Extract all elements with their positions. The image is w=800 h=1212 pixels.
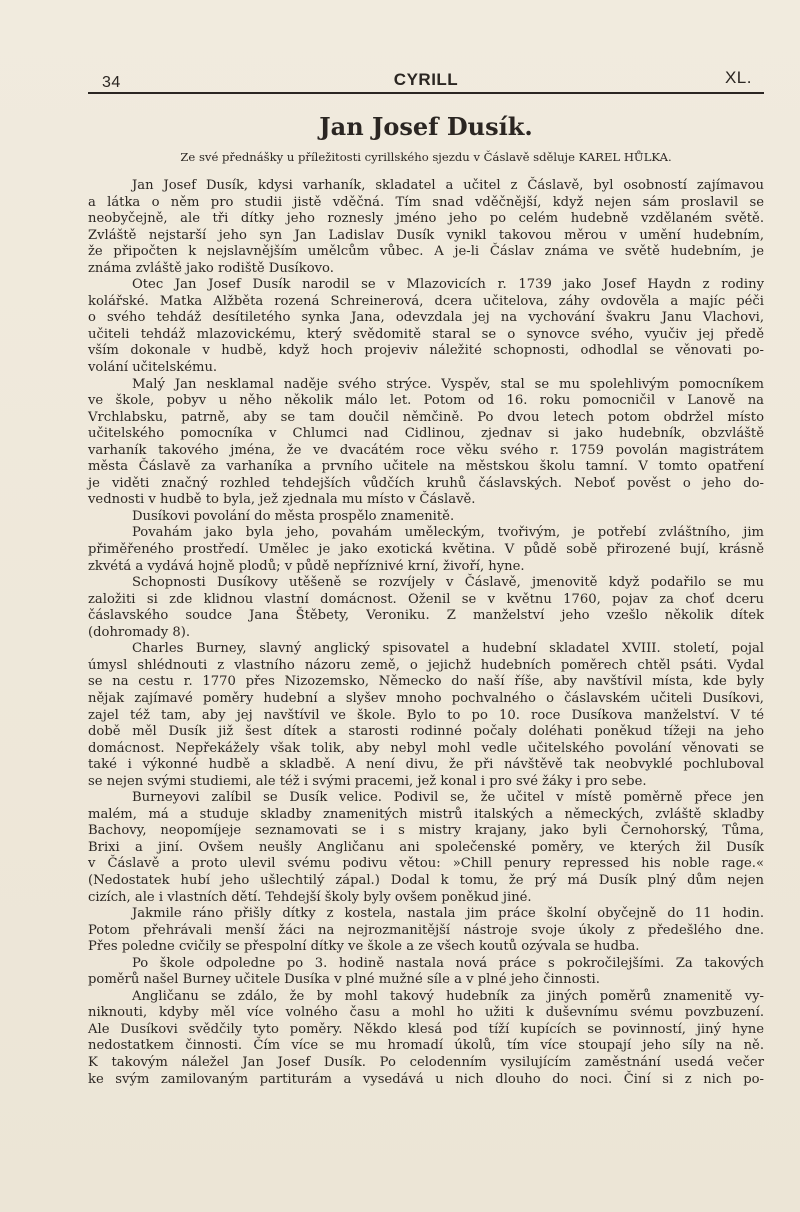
text-line: Přes poledne cvičily se přespolní dítky ve škole a ze všech koutů ozývala se hudba. — [88, 939, 640, 955]
text-line: založiti si zde klidnou vlastní domácnost. Oženil se v květnu 1760, pojav za choť dceru — [88, 591, 764, 607]
text-line: že připočten k nejslavnějším umělcům vůbec. A je-li Čáslav známa ve světě hudebním, je — [88, 244, 764, 260]
text-line: Brixi a jiní. Ovšem neušly Angličanu ani společenské poměry, ve kterých žil Dusík — [88, 839, 764, 855]
text-line: Zvláště nejstarší jeho syn Jan Ladislav Dusík vynikl takovou měrou v umění hudebním, — [88, 227, 764, 243]
text-line: době měl Dusík již šest dítek a starosti rodinné počaly doléhati poněkud tížeji na jeho — [88, 724, 764, 740]
volume-number: XL. — [724, 68, 752, 87]
paragraph — [88, 277, 764, 376]
text-line: přiměřeného prostředí. Umělec je jako exotická květina. V půdě sobě přirozené bují, krásně — [88, 542, 764, 558]
text-line: učiteli tehdáž mlazovickému, který svědomitě staral se o synovce svého, vyučiv jej předě — [88, 326, 764, 342]
article-title: Jan Josef Dusík. — [319, 112, 533, 141]
article-body — [88, 178, 764, 1088]
text-line: se nejen svými studiemi, ale též i svými pracemi, jež konal i pro své žáky i pro sebe. — [88, 773, 647, 789]
paragraph — [88, 377, 764, 509]
text-line: (Nedostatek hubí jeho ušlechtilý zápal.) Dodal k tomu, že prý má Dusík plný dům nejen — [88, 872, 764, 888]
paragraph — [88, 790, 764, 906]
running-title: CYRILL — [393, 70, 459, 89]
text-line: malém, má a studuje skladby znamenitých mistrů italských a německých, zvláště skladby — [88, 806, 764, 822]
text-line: Burneyovi zalíbil se Dusík velice. Podivil se, že učitel v místě poměrně přece jen — [132, 790, 764, 806]
text-line: Ale Dusíkovi svědčily tyto poměry. Někdo klesá pod tíží kupících se povinností, jiný hyne — [88, 1021, 764, 1037]
text-line: Otec Jan Josef Dusík narodil se v Mlazovicích r. 1739 jako Josef Haydn z rodiny — [132, 277, 764, 293]
paragraph — [88, 906, 764, 956]
paragraph — [88, 509, 764, 526]
text-line: vším dokonale v hudbě, když hoch projeviv náležité schopnosti, odhodlal se věnovati po- — [88, 343, 764, 359]
text-line: ve škole, pobyv u něho několik málo let. Potom od 16. roku pomocničil v Lanově na — [88, 393, 764, 409]
text-line: Po škole odpoledne po 3. hodině nastala nová práce s pokročilejšími. Za takových — [132, 955, 764, 971]
text-line: Povahám jako byla jeho, povahám uměleckým, tvořivým, je potřebí zvláštního, jim — [132, 525, 764, 541]
text-line: města Čáslavě za varhaníka a prvního učitele na městskou školu tamní. V tomto opatření — [88, 459, 764, 475]
text-line: v Čáslavě a proto ulevil svému podivu větou: »Chill penury repressed his noble rage.« — [88, 856, 764, 872]
text-line: Charles Burney, slavný anglický spisovatel a hudební skladatel XVIII. století, pojal — [132, 641, 764, 657]
text-line: Jakmile ráno přišly dítky z kostela, nastala jim práce školní obyčejně do 11 hodin. — [132, 906, 764, 922]
paragraph — [88, 178, 764, 277]
text-line: Dusíkovi povolání do města prospělo znamenitě. — [132, 508, 455, 524]
text-line: nedostatkem činnosti. Čím více se mu hromadí úkolů, tím více stoupají jeho síly na ně. — [88, 1038, 764, 1054]
text-line: se na cestu r. 1770 přes Nizozemsko, Německo do naší říše, aby navštívil místa, kde byly — [88, 674, 764, 690]
text-line: a látka o něm pro studii jistě vděčná. Tím snad vděčnější, když nejen sám proslavil se — [88, 194, 764, 210]
text-line: také i výkonné hudbě a skladbě. A není divu, že při návštěvě tak neobvyklé pochluboval — [88, 757, 764, 773]
text-line: neobyčejně, ale tři dítky jeho roznesly jméno jeho po celém hudebně vzdělaném světě. — [88, 211, 764, 227]
text-line: kolářské. Matka Alžběta rozená Schreinerová, dcera učitelova, záhy ovdověla a majíc péči — [88, 293, 764, 309]
text-line: známa zvláště jako rodiště Dusíkovo. — [88, 260, 334, 276]
paragraph — [88, 575, 764, 641]
paragraph — [88, 989, 764, 1088]
text-line: Bachovy, neopomíjeje seznamovati se i s mistry krajany, jako byli Černohorský, Tůma, — [88, 823, 764, 839]
text-line: zkvétá a vydává hojně plodů; v půdě nepříznivé krní, živoří, hyne. — [88, 558, 525, 574]
text-line: Potom přehrávali menší žáci na nejrozmanitější nástroje svoje úkoly z předešlého dne. — [88, 922, 764, 938]
text-line: poměrů našel Burney učitele Dusíka v plné mužné síle a v plné jeho činnosti. — [88, 972, 600, 988]
text-line: (dohromady 8). — [88, 624, 191, 640]
text-line: vednosti v hudbě to byla, jež zjednala mu místo v Čáslavě. — [88, 492, 476, 508]
text-line: cizích, ale i vlastních dětí. Tehdejší školy byly ovšem poněkud jiné. — [88, 889, 532, 905]
article-subtitle: Ze své přednášky u příležitosti cyrillského sjezdu v Čáslavě sděluje KAREL HŮLKA. — [180, 150, 672, 164]
text-line: varhaník takového jména, že ve dvacátém roce věku svého r. 1759 povolán magistrátem — [88, 442, 764, 458]
text-line: úmysl shlédnouti z vlastního názoru země, o jejichž hudebních poměrech chtěl psáti. Vydal — [88, 657, 764, 673]
text-line: učitelského pomocníka v Chlumci nad Cidlinou, zjednav si jako hudebník, obzvláště — [88, 426, 764, 442]
text-line: nějak zajímavé poměry hudební a slyšev mnoho pochvalného o čáslavském učiteli Dusíkovi, — [88, 690, 764, 706]
paragraph — [88, 956, 764, 989]
text-line: je viděti značný rozhled tehdejších vůdčích kruhů čáslavských. Neboť pověst o jeho do- — [88, 475, 764, 491]
text-line: Malý Jan nesklamal naděje svého strýce. Vyspěv, stal se mu spolehlivým pomocníkem — [132, 376, 764, 392]
text-line: Schopnosti Dusíkovy utěšeně se rozvíjely v Čáslavě, jmenovitě když podařilo se mu — [132, 575, 764, 591]
text-line: ke svým zamilovaným partiturám a vysedává u nich dlouho do noci. Činí si z nich po- — [88, 1071, 764, 1087]
text-line: domácnost. Nepřekážely však tolik, aby nebyl mohl vedle učitelského povolání věnovati se — [88, 740, 764, 756]
text-line: Vrchlabsku, patrně, aby se tam doučil němčině. Po dvou letech potom obdržel místo — [88, 409, 764, 425]
text-line: volání učitelskému. — [88, 360, 218, 376]
text-line: zajel též tam, aby jej navštívil ve škole. Bylo to po 10. roce Dusíkova manželství. V té — [88, 707, 764, 723]
text-line: niknouti, kdyby měl více volného času a mohl ho užiti k duševnímu svému povzbuzení. — [88, 1005, 764, 1021]
page-header — [88, 66, 764, 94]
paragraph — [88, 525, 764, 575]
text-line: Angličanu se zdálo, že by mohl takový hudebník za jiných poměrů znamenitě vy- — [132, 988, 764, 1004]
paragraph — [88, 641, 764, 790]
text-line: čáslavského soudce Jana Štěbety, Veroniku. Z manželství jeho vzešlo několik dítek — [88, 608, 764, 624]
text-line: Jan Josef Dusík, kdysi varhaník, skladatel a učitel z Čáslavě, byl osobností zajímavou — [132, 178, 764, 193]
text-line: o svého tehdáž desítiletého synka Jana, odevzdala jej na vychování švakru Janu Vlachovi, — [88, 310, 764, 326]
page-number: 34 — [102, 74, 121, 91]
text-line: K takovým náležel Jan Josef Dusík. Po celodenním vysilujícím zaměstnání usedá večer — [88, 1054, 764, 1070]
